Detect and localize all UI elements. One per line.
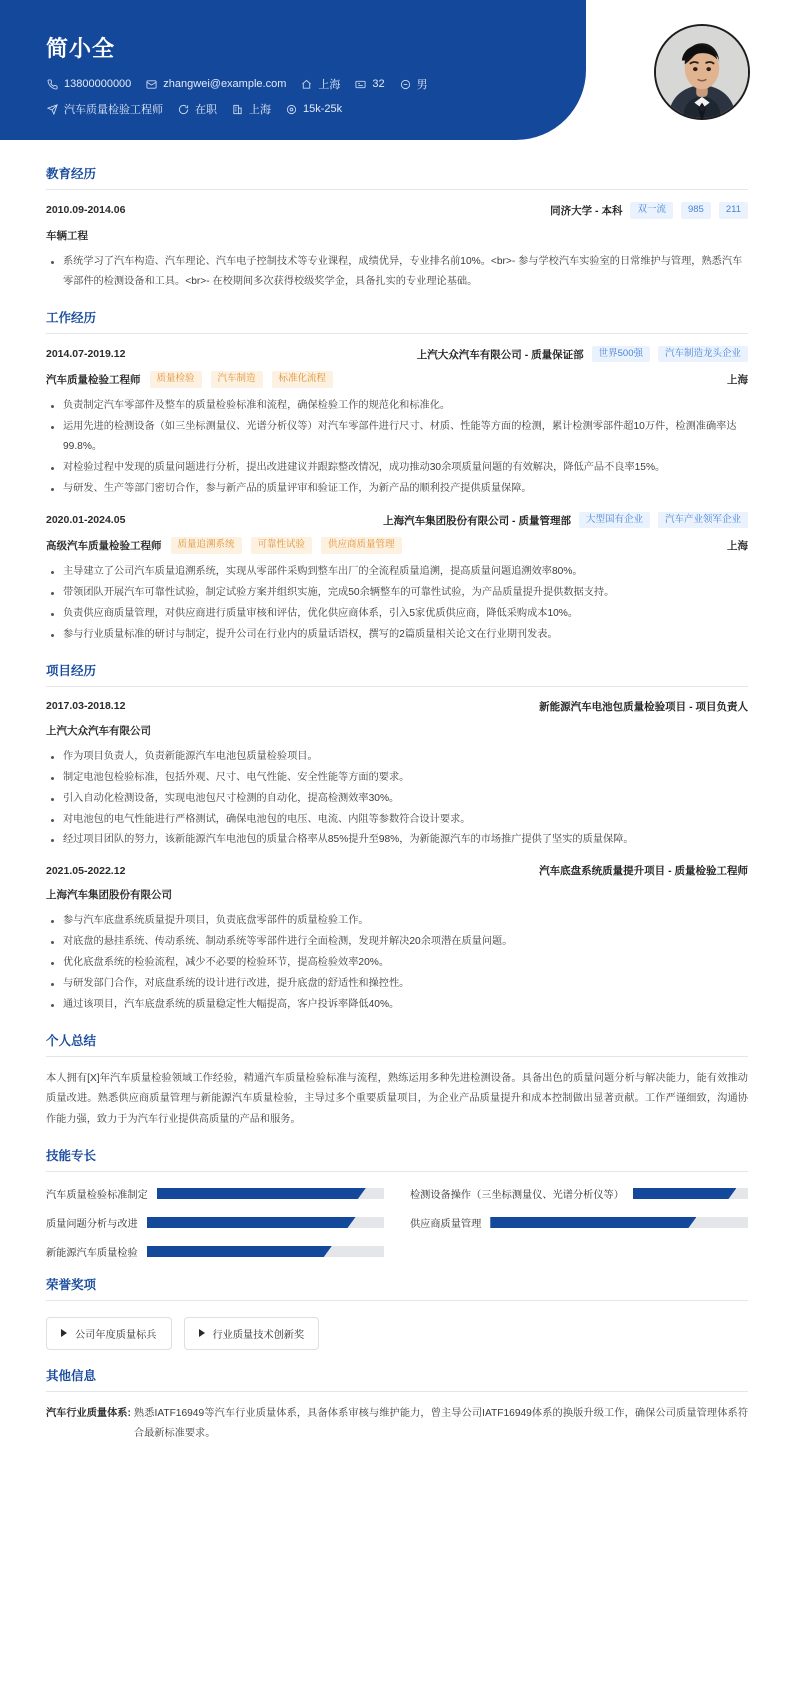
send-icon <box>46 103 59 116</box>
contact-email <box>145 78 286 91</box>
list-item: 与研发部门合作，对底盘系统的设计进行改进，提升底盘的舒适性和操控性。 <box>46 974 748 994</box>
project-name: 新能源汽车电池包质量检验项目 - 项目负责人 <box>539 700 748 713</box>
skill-label: 供应商质量管理 <box>410 1218 482 1230</box>
skill-progress-track <box>147 1246 384 1257</box>
job-status-text: 在职 <box>195 104 217 116</box>
section-summary <box>46 1031 748 1130</box>
contact-city-text: 上海 <box>318 79 341 91</box>
home-icon <box>300 78 313 91</box>
resume-body <box>0 164 794 1474</box>
skill-row <box>46 1244 384 1259</box>
skill-row <box>46 1186 384 1201</box>
work-location: 上海 <box>727 374 748 387</box>
list-item: 作为项目负责人，负责新能源汽车电池包质量检验项目。 <box>46 747 748 767</box>
resume-header <box>0 0 794 148</box>
section-work <box>46 308 748 645</box>
contact-gender-text: 男 <box>416 79 428 91</box>
play-triangle-icon <box>199 1329 205 1337</box>
page-title: 简小全 <box>46 36 116 61</box>
work-skill-tag: 质量检验 <box>150 371 202 388</box>
section-title-projects: 项目经历 <box>46 663 97 678</box>
contact-age <box>354 78 384 91</box>
education-bullets <box>46 252 748 292</box>
contact-city <box>300 76 340 92</box>
work-skill-tag: 供应商质量管理 <box>321 537 402 554</box>
work-skill-tag: 汽车制造 <box>211 371 263 388</box>
education-date: 2010.09-2014.06 <box>46 204 126 217</box>
building-icon <box>231 103 244 116</box>
work-skill-tag: 质量追溯系统 <box>171 537 242 554</box>
skill-row <box>410 1215 748 1230</box>
list-item: 优化底盘系统的检验流程，减少不必要的检验环节，提高检验效率20%。 <box>46 953 748 973</box>
work-entry-header <box>46 346 748 363</box>
job-target-text: 汽车质量检验工程师 <box>64 104 163 116</box>
skill-progress-fill <box>633 1188 737 1199</box>
contact-phone <box>46 78 131 91</box>
list-item: 系统学习了汽车构造、汽车理论、汽车电子控制技术等专业课程，成绩优异，专业排名前10%。<br>- 参与学校汽车实验室的日常维护与管理，熟悉汽车零部件的检测设备和工具。<br>- 在校期间多次获得校级奖学金，具备扎实的专业理论基础。 <box>46 252 748 292</box>
skill-progress-track <box>633 1188 748 1199</box>
project-date: 2017.03-2018.12 <box>46 700 126 713</box>
work-role-group <box>46 371 333 388</box>
education-school-group <box>550 202 748 219</box>
list-item: 参与行业质量标准的研讨与制定，提升公司在行业内的质量话语权，撰写的2篇质量相关论文在行业期刊发表。 <box>46 625 748 645</box>
divider <box>46 1391 748 1392</box>
section-title-skills: 技能专长 <box>46 1148 97 1163</box>
section-title-education: 教育经历 <box>46 167 97 181</box>
education-tag: 双一流 <box>630 202 673 219</box>
project-entry <box>46 699 748 850</box>
work-bullets <box>46 396 748 498</box>
work-city <box>231 101 271 117</box>
divider <box>46 333 748 334</box>
salary-expectation <box>285 103 342 116</box>
work-date: 2020.01-2024.05 <box>46 514 126 527</box>
project-entry-header <box>46 863 748 878</box>
list-item: 主导建立了公司汽车质量追溯系统，实现从零部件采购到整车出厂的全流程质量追溯，提高质量问题追溯效率80%。 <box>46 562 748 582</box>
project-bullets <box>46 747 748 850</box>
work-city-text: 上海 <box>249 104 271 116</box>
list-item: 引入自动化检测设备，实现电池包尺寸检测的自动化，提高检测效率30%。 <box>46 789 748 809</box>
list-item: 运用先进的检测设备（如三坐标测量仪、光谱分析仪等）对汽车零部件进行尺寸、材质、性能等方面的检测，累计检测零部件超10万件，检测准确率达99.8%。 <box>46 417 748 457</box>
other-info-label: 汽车行业质量体系: <box>46 1407 131 1419</box>
education-entry-header <box>46 202 748 219</box>
skills-grid <box>46 1184 748 1259</box>
section-skills <box>46 1146 748 1259</box>
education-entry <box>46 202 748 292</box>
work-company-tag: 大型国有企业 <box>579 512 650 529</box>
work-entry-header <box>46 512 748 529</box>
work-company-tag: 汽车制造龙头企业 <box>658 346 748 363</box>
work-role-row <box>46 537 748 554</box>
skill-label: 汽车质量检验标准制定 <box>46 1189 148 1201</box>
project-date: 2021.05-2022.12 <box>46 864 126 877</box>
header-blue-panel <box>0 0 586 140</box>
work-role-group <box>46 537 402 554</box>
list-item: 负责供应商质量管理，对供应商进行质量审核和评估，优化供应商体系，引入5家优质供应商，降低采购成本10%。 <box>46 604 748 624</box>
project-company: 上海汽车集团股份有限公司 <box>46 889 172 902</box>
id-card-icon <box>354 78 367 91</box>
job-target <box>46 101 163 117</box>
skill-label: 检测设备操作（三坐标测量仪、光谱分析仪等） <box>410 1189 624 1201</box>
section-title-summary: 个人总结 <box>46 1033 97 1048</box>
work-date: 2014.07-2019.12 <box>46 348 126 360</box>
section-projects <box>46 661 748 1015</box>
education-tag: 985 <box>681 202 711 219</box>
skill-row <box>46 1215 384 1230</box>
contact-line-secondary <box>46 101 356 117</box>
work-skill-tag: 可靠性试验 <box>251 537 313 554</box>
project-name-group <box>539 699 748 714</box>
list-item: 对电池包的电气性能进行严格测试，确保电池包的电压、电流、内阻等参数符合设计要求。 <box>46 810 748 830</box>
work-company-tag: 世界500强 <box>592 346 650 363</box>
project-name: 汽车底盘系统质量提升项目 - 质量检验工程师 <box>539 865 748 878</box>
work-role: 高级汽车质量检验工程师 <box>46 540 162 553</box>
skill-row <box>410 1186 748 1201</box>
work-role-row <box>46 371 748 388</box>
skill-label: 质量问题分析与改进 <box>46 1218 138 1230</box>
list-item: 参与汽车底盘系统质量提升项目，负责底盘零部件的质量检验工作。 <box>46 911 748 931</box>
skill-progress-fill <box>490 1217 696 1228</box>
work-role: 汽车质量检验工程师 <box>46 374 141 387</box>
work-company-tag: 汽车产业领军企业 <box>658 512 748 529</box>
award-label: 行业质量技术创新奖 <box>212 1329 305 1341</box>
project-company: 上汽大众汽车有限公司 <box>46 724 151 737</box>
award-chip[interactable] <box>46 1317 172 1350</box>
section-title-work: 工作经历 <box>46 310 97 325</box>
summary-text: 本人拥有[X]年汽车质量检验领域工作经验，精通汽车质量检验标准与流程，熟练运用多种先进检测设备。具备出色的质量问题分析与解决能力，能有效推动质量改进。熟悉供应商质量管理与新能源汽车质量检验，主导过多个重要质量项目，为企业产品质量提升和成本控制做出显著贡献。工作严谨细致，沟通协作能力强，致力于为汽车行业提供高质量的产品和服务。 <box>46 1072 748 1125</box>
project-entry <box>46 863 748 1014</box>
list-item: 负责制定汽车零部件及整车的质量检验标准和流程，确保检验工作的规范化和标准化。 <box>46 396 748 416</box>
divider <box>46 189 748 190</box>
contact-line-primary <box>46 76 442 92</box>
work-entry <box>46 346 748 499</box>
avatar <box>654 24 750 120</box>
other-info-value: 熟悉IATF16949等汽车行业质量体系，具备体系审核与维护能力，曾主导公司IATF16949体系的换版升级工作，确保公司质量管理体系符合最新标准要求。 <box>133 1407 748 1439</box>
list-item: 对检验过程中发现的质量问题进行分析，提出改进建议并跟踪整改情况，成功推动30余项质量问题的有效解决，降低产品不良率15%。 <box>46 458 748 478</box>
work-company: 上汽大众汽车有限公司 - 质量保证部 <box>416 348 584 361</box>
play-triangle-icon <box>61 1329 67 1337</box>
skill-label: 新能源汽车质量检验 <box>46 1247 138 1259</box>
divider <box>46 686 748 687</box>
awards-row <box>46 1313 748 1350</box>
gender-icon <box>399 78 412 91</box>
skill-progress-track <box>157 1188 384 1199</box>
list-item: 与研发、生产等部门密切合作，参与新产品的质量评审和验证工作，为新产品的顺利投产提供质量保障。 <box>46 479 748 499</box>
divider <box>46 1171 748 1172</box>
project-entry-header <box>46 699 748 714</box>
work-company-group <box>383 512 748 529</box>
work-entry <box>46 512 748 645</box>
phone-icon <box>46 78 59 91</box>
education-major: 车辆工程 <box>46 229 88 242</box>
work-bullets <box>46 562 748 645</box>
education-tag: 211 <box>719 202 748 219</box>
skill-progress-track <box>147 1217 384 1228</box>
skill-progress-fill <box>157 1188 366 1199</box>
section-other-info <box>46 1366 748 1444</box>
mail-icon <box>145 78 158 91</box>
award-chip[interactable] <box>184 1317 320 1350</box>
award-label: 公司年度质量标兵 <box>75 1329 157 1341</box>
contact-phone-text: 13800000000 <box>64 78 132 90</box>
status-icon <box>177 103 190 116</box>
work-company-group <box>417 346 748 363</box>
skill-progress-track <box>490 1217 748 1228</box>
list-item: 经过项目团队的努力，该新能源汽车电池包的质量合格率从85%提升至98%，为新能源汽车的市场推广提供了坚实的质量保障。 <box>46 830 748 850</box>
work-skill-tag: 标准化流程 <box>272 371 334 388</box>
section-awards <box>46 1275 748 1350</box>
contact-gender <box>399 76 428 92</box>
list-item: 制定电池包检验标准，包括外观、尺寸、电气性能、安全性能等方面的要求。 <box>46 768 748 788</box>
contact-email-text: zhangwei@example.com <box>163 78 287 90</box>
skill-progress-fill <box>147 1217 356 1228</box>
education-school: 同济大学 - 本科 <box>550 204 623 217</box>
skill-progress-fill <box>147 1246 332 1257</box>
list-item: 带领团队开展汽车可靠性试验，制定试验方案并组织实施，完成50余辆整车的可靠性试验，为产品质量提升提供数据支持。 <box>46 583 748 603</box>
contact-age-text: 32 <box>372 78 385 90</box>
other-info-item <box>46 1404 748 1444</box>
section-education <box>46 164 748 292</box>
work-location: 上海 <box>727 540 748 553</box>
project-name-group <box>539 863 748 878</box>
salary-icon <box>285 103 298 116</box>
section-title-awards: 荣誉奖项 <box>46 1277 97 1292</box>
job-status <box>177 101 217 117</box>
divider <box>46 1300 748 1301</box>
work-company: 上海汽车集团股份有限公司 - 质量管理部 <box>383 514 571 527</box>
section-title-other-info: 其他信息 <box>46 1368 97 1383</box>
divider <box>46 1056 748 1057</box>
list-item: 对底盘的悬挂系统、传动系统、制动系统等零部件进行全面检测，发现并解决20余项潜在质量问题。 <box>46 932 748 952</box>
salary-text: 15k-25k <box>303 103 343 115</box>
project-bullets <box>46 911 748 1014</box>
list-item: 通过该项目，汽车底盘系统的质量稳定性大幅提高，客户投诉率降低40%。 <box>46 995 748 1015</box>
